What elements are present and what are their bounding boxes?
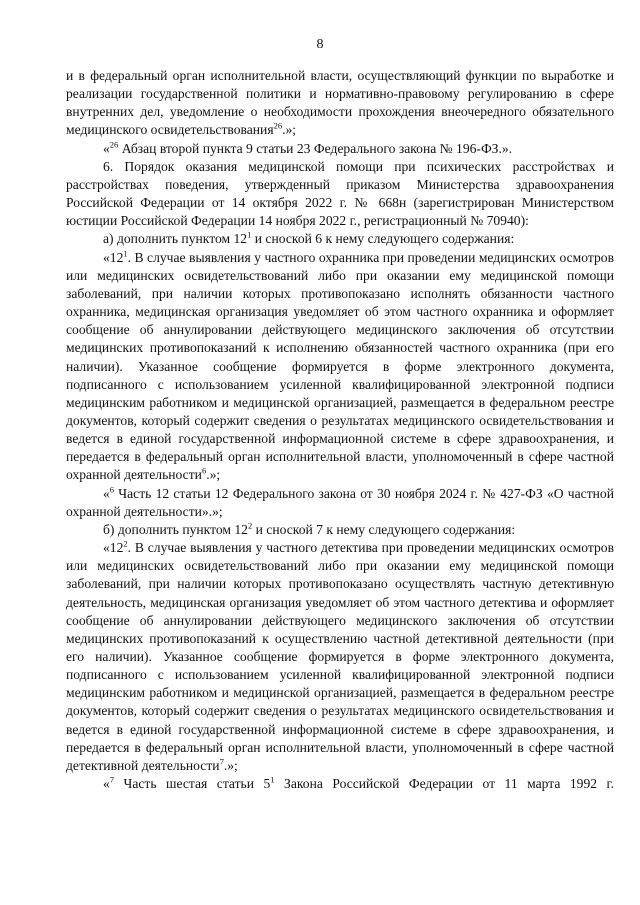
paragraph-item-b [66,521,614,539]
footnote-ref: 6 [201,465,207,476]
superscript: 2 [123,538,128,549]
footnote-mark: 6 [109,484,115,495]
paragraph-text: .»; [282,122,297,138]
paragraph-text: . В случае выявления у частного детектива при проведении медицинских осмотров или медицинских освидетельствований либо при оказании ему медицинской помощи заболеваний, при наличии которых противопоказано осуществлять частную детективную деятельность, медицинская организация уведомляет об этом частного детектива и оформляет сообщение об аннулировании действующего медицинского заключения об отсутствии медицинских противопоказаний к осуществлению частной детективной деятельности (при его наличии). Указанное сообщение формируется в форме электронного документа, подписанного с использованием усиленной квалифицированной электронной подписи медицинским работником и медицинской организацией, размещается в федеральном реестре документов, который содержит сведения о результатах медицинского освидетельствования и ведется в единой государственной информационной системе в сфере здравоохранения, и передается в федеральный орган исполнительной власти, уполномоченный в сфере частной детективной деятельности [66,540,614,773]
paragraph-text: «12 [103,249,124,265]
footnote-mark: 26 [109,139,119,150]
paragraph-text: « [103,140,110,156]
paragraph-text: и в федеральный орган исполнительной власти, осуществляющий функции по выработке и реализации государственной политики и нормативно-правовому регулированию в сфере внутренних дел, уведомление о необходимости прохождения внеочередного обязательного медицинского освидетельствования [66,68,614,138]
paragraph-text: « [103,485,110,501]
paragraph-item-12-2 [66,539,614,775]
footnote-ref: 7 [219,756,224,767]
paragraph-text: .»; [206,467,221,483]
paragraph-text: Часть 12 статьи 12 Федерального закона от 30 ноября 2024 г. № 427-ФЗ «О частной охранной деятельности».»; [66,485,614,519]
superscript: 1 [270,774,275,785]
footnote-text-26 [66,140,614,158]
footnote-text-7 [66,775,614,793]
paragraph-text: и сноской 6 к нему следующего содержания: [251,231,515,247]
footnote-text-6 [66,485,614,521]
document-body [66,67,614,793]
paragraph-item-6 [66,158,614,231]
paragraph-text: Абзац второй пункта 9 статьи 23 Федерального закона № 196-ФЗ.». [118,140,513,156]
footnote-mark: 7 [109,774,115,785]
paragraph-text: . В случае выявления у частного охранника при проведении медицинских осмотров или медицинских освидетельствований либо при оказании ему медицинской помощи заболеваний, при наличии которых противопоказано исполнять обязанности частного охранника, медицинская организация уведомляет об этом частного охранника и оформляет сообщение об аннулировании действующего медицинского заключения об отсутствии медицинских противопоказаний к исполнению обязанностей частного охранника (при его наличии). Указанное сообщение формируется в форме электронного документа, подписанного с использованием усиленной квалифицированной электронной подписи медицинским работником и медицинской организацией, размещается в федеральном реестре документов, который содержит сведения о результатах медицинского освидетельствования и ведется в единой государственной информационной системе в сфере здравоохранения, и передается в федеральный орган исполнительной власти, уполномоченный в сфере частной охранной деятельности [66,249,614,483]
paragraph-text: Часть шестая статьи 5 [114,776,271,792]
superscript: 1 [123,248,128,259]
paragraph-text: Закона Российской Федерации от 11 марта 1992 г. [274,776,614,792]
superscript: 1 [247,229,252,240]
paragraph-text: а) дополнить пунктом 12 [103,231,248,247]
superscript: 2 [247,520,253,531]
paragraph-text: и сноской 7 к нему следующего содержания: [252,521,516,537]
paragraph-text: «12 [103,540,124,556]
paragraph-item-12-1 [66,249,614,485]
paragraph-text: 6. Порядок оказания медицинской помощи при психических расстройствах и расстройствах поведения, утвержденный приказом Министерства здравоохранения Российской Федерации от 14 октября 2022 г. № 668н (зарегистрирован Министерством юстиции Российской Федерации 14 ноября 2022 г., регистрационный № 70940): [66,158,614,229]
footnote-ref: 26 [273,120,283,131]
page-number: 8 [316,37,324,52]
paragraph-text: « [103,776,110,792]
paragraph-continuation [66,67,614,140]
paragraph-text: б) дополнить пунктом 12 [103,521,248,537]
paragraph-item-a [66,230,614,248]
paragraph-text: .»; [223,757,238,773]
